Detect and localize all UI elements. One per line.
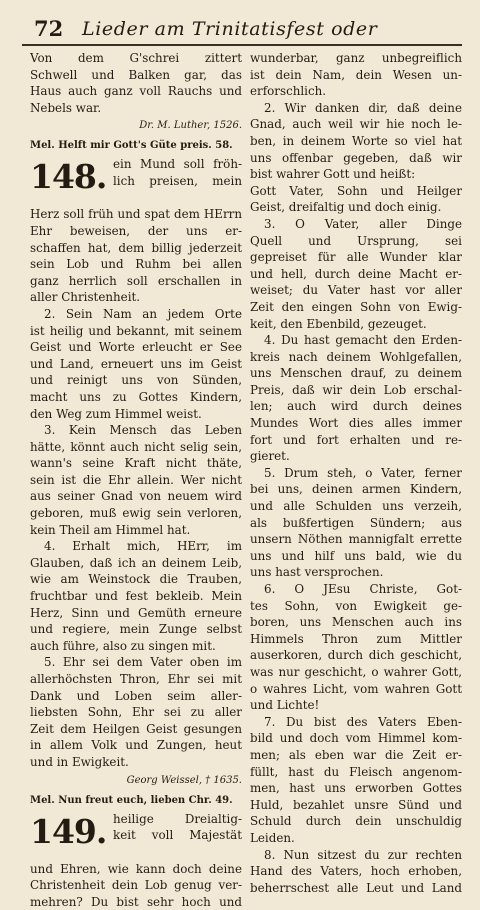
text-line: men, hast uns erworben Gottes <box>250 781 462 796</box>
text-line: Von dem G'schrei zittert <box>30 51 242 65</box>
text-line: den Weg zum Himmel weist. <box>30 406 202 421</box>
melody-note: Mel. Nun freut euch, lieben Chr. 49. <box>30 794 233 806</box>
text-line: und alle Schulden uns verzeih, <box>250 499 462 514</box>
text-line: uns offenbar gegeben, daß wir <box>250 150 462 165</box>
text-line: 8. Nun sitzest du zur rechten <box>264 847 462 862</box>
text-line: Zeit dem Heilgen Geist gesungen <box>30 721 242 736</box>
hymn-opening <box>113 811 242 844</box>
text-line: Dank und Loben seim aller- <box>30 688 242 703</box>
text-line: Christenheit dein Lob genug ver- <box>30 878 242 893</box>
previous-hymn-ending <box>30 50 242 116</box>
text-line: weiset; du Vater hast vor aller <box>250 283 462 298</box>
text-line: wie am Weinstock die Trauben, <box>30 572 242 587</box>
text-line: 3. O Vater, aller Dinge <box>264 216 462 231</box>
hymn-148-text <box>30 206 242 770</box>
text-line: erforschlich. <box>250 84 327 99</box>
text-line: fruchtbar und fest bekleib. Mein <box>30 589 242 604</box>
text-line: und Lichte! <box>250 698 320 713</box>
text-line: Mundes Wort dies alles immer <box>250 416 462 431</box>
text-line: 5. Drum steh, o Vater, ferner <box>264 465 462 480</box>
text-line: Himmels Thron zum Mittler <box>250 631 462 646</box>
text-line: keit voll Majestät <box>113 828 242 843</box>
text-line: als bußfertigen Sündern; aus <box>250 515 462 530</box>
text-line: aus seiner Gnad von neuem wird <box>30 489 242 504</box>
text-line: Quell und Ursprung, sei <box>250 233 462 248</box>
text-line: wann's seine Kraft nicht thäte, <box>30 456 242 471</box>
text-line: kein Theil am Himmel hat. <box>30 522 191 537</box>
text-line: auserkoren, durch dich geschicht, <box>250 648 462 663</box>
text-line: 6. O JEsu Christe, Got- <box>264 582 462 596</box>
text-line: men; als eben war die Zeit er- <box>250 747 462 762</box>
text-line: und in Ewigkeit. <box>30 754 129 769</box>
text-line: auch führe, also zu singen mit. <box>30 638 216 653</box>
text-line: 4. Erhalt mich, HErr, im <box>44 539 242 554</box>
hymn-149-start <box>30 811 242 861</box>
text-line: 7. Du bist des Vaters Eben- <box>264 714 462 729</box>
page-number: 72 <box>34 16 64 41</box>
text-line: 2. Sein Nam an jedem Orte <box>44 306 242 321</box>
text-line: Zeit den eingen Sohn von Ewig- <box>250 299 462 314</box>
running-title: Lieder am Trinitatisfest oder <box>82 18 378 40</box>
text-line: tes Sohn, von Ewigkeit ge- <box>250 598 462 613</box>
text-line: und Land, erneuert uns im Geist <box>30 356 242 371</box>
author-attribution: Dr. M. Luther, 1526. <box>139 120 242 132</box>
text-line: unsern Nöthen mannigfalt errette <box>250 532 462 547</box>
text-line: ganz herrlich soll erschallen in <box>30 273 242 288</box>
text-line: Hand des Vaters, hoch erhoben, <box>250 864 462 879</box>
text-line: sein ist die Ehr allein. Wer nicht <box>30 472 242 487</box>
text-line: schaffen hat, dem billig jederzeit <box>30 240 242 255</box>
text-line: wunderbar, ganz unbegreiflich <box>250 51 462 65</box>
hymn-148-start <box>30 156 242 206</box>
text-line: Herz, Sinn und Gemüth erneure <box>30 605 242 620</box>
text-line: Geist und Worte erleucht er See <box>30 340 242 355</box>
text-line: Schwell und Balken gar, das <box>30 67 242 82</box>
text-line: macht uns zu Gottes Kindern, <box>30 389 242 404</box>
text-line: aller Christenheit. <box>30 290 141 305</box>
hymn-number: 149. <box>30 811 107 851</box>
text-line: lich preisen, mein <box>113 173 242 188</box>
hymn-149-text <box>30 861 242 910</box>
text-line: liebsten Sohn, Ehr sei zu aller <box>30 705 242 720</box>
text-line: 2. Wir danken dir, daß deine <box>264 100 462 115</box>
text-line: bei uns, deinen armen Kindern, <box>250 482 462 497</box>
text-line: bild und doch vom Himmel kom- <box>250 731 462 746</box>
text-line: beherrschest alle Leut und Land <box>250 880 462 895</box>
text-line: 5. Ehr sei dem Vater oben im <box>44 655 242 670</box>
text-line: und hell, durch deine Macht er- <box>250 266 462 281</box>
right-column <box>250 50 462 896</box>
text-line: uns und hilf uns bald, wie du <box>250 548 462 563</box>
text-line: Ehr beweisen, der uns er- <box>30 223 242 238</box>
text-line: geboren, muß ewig sein verloren, <box>30 506 242 521</box>
running-header <box>22 14 462 46</box>
text-line: gepreiset für alle Wunder klar <box>250 250 462 265</box>
text-line: ist heilig und bekannt, mit seinem <box>30 323 242 338</box>
text-line: uns hast versprochen. <box>250 565 384 580</box>
text-line: Leiden. <box>250 830 295 845</box>
text-line: fort und fort erhalten und re- <box>250 432 462 447</box>
text-line: Geist, dreifaltig und doch einig. <box>250 200 442 215</box>
text-line: ist dein Nam, dein Wesen un- <box>250 67 462 82</box>
text-line: Glauben, daß ich an deinem Leib, <box>30 555 242 570</box>
text-line: Herz soll früh und spat dem HErrn <box>30 207 242 222</box>
text-line: allerhöchsten Thron, Ehr sei mit <box>30 672 242 686</box>
text-line: Preis, daß wir dein Lob erschal- <box>250 382 462 397</box>
text-line: 3. Kein Mensch das Leben <box>44 423 242 438</box>
text-line: Schuld durch dein unschuldig <box>250 814 462 829</box>
text-line: Haus auch ganz voll Rauchs und <box>30 84 242 99</box>
text-line: 4. Du hast gemacht den Erden- <box>264 333 462 348</box>
left-column <box>30 50 242 910</box>
text-line: keit, den Ebenbild, gezeuget. <box>250 316 427 331</box>
author-attribution: Georg Weissel, † 1635. <box>126 774 242 786</box>
text-line: sein Lob und Ruhm bei allen <box>30 257 242 272</box>
text-line: o wahres Licht, vom wahren Gott <box>250 681 462 696</box>
text-line: uns Menschen drauf, zu deinem <box>250 366 462 381</box>
text-line: mehren? Du bist sehr hoch und <box>30 894 242 909</box>
text-line: len; auch wird durch deines <box>250 399 462 414</box>
hymn-number: 148. <box>30 157 107 197</box>
text-line: was nur geschicht, o wahrer Gott, <box>250 664 462 679</box>
text-line: ben, in deinem Worte so viel hat <box>250 133 462 148</box>
text-line: bist wahrer Gott und heißt: <box>250 167 416 182</box>
text-line: füllt, hast du Fleisch angenom- <box>250 764 462 779</box>
text-line: und reinigt uns von Sünden, <box>30 373 242 388</box>
text-line: boren, uns Menschen auch ins <box>250 615 462 630</box>
hymn-opening <box>113 156 242 189</box>
text-line: gieret. <box>250 449 290 464</box>
text-line: und Ehren, wie kann doch deine <box>30 861 242 876</box>
text-line: und regiere, mein Zunge selbst <box>30 622 242 637</box>
text-line: kreis nach deinem Wohlgefallen, <box>250 349 462 364</box>
text-line: Gott Vater, Sohn und Heilger <box>250 183 462 198</box>
text-line: Nebels war. <box>30 100 102 115</box>
melody-note: Mel. Helft mir Gott's Güte preis. 58. <box>30 140 233 152</box>
text-line: ein Mund soll fröh- <box>113 157 242 172</box>
text-line: Gnad, auch weil wir hie noch le- <box>250 117 462 132</box>
text-line: in allem Volk und Zungen, heut <box>30 738 242 753</box>
text-line: hätte, könnt auch nicht selig sein, <box>30 439 242 454</box>
text-line: heilige Dreialtig- <box>113 811 242 826</box>
text-line: Huld, bezahlet unsre Sünd und <box>250 797 462 812</box>
